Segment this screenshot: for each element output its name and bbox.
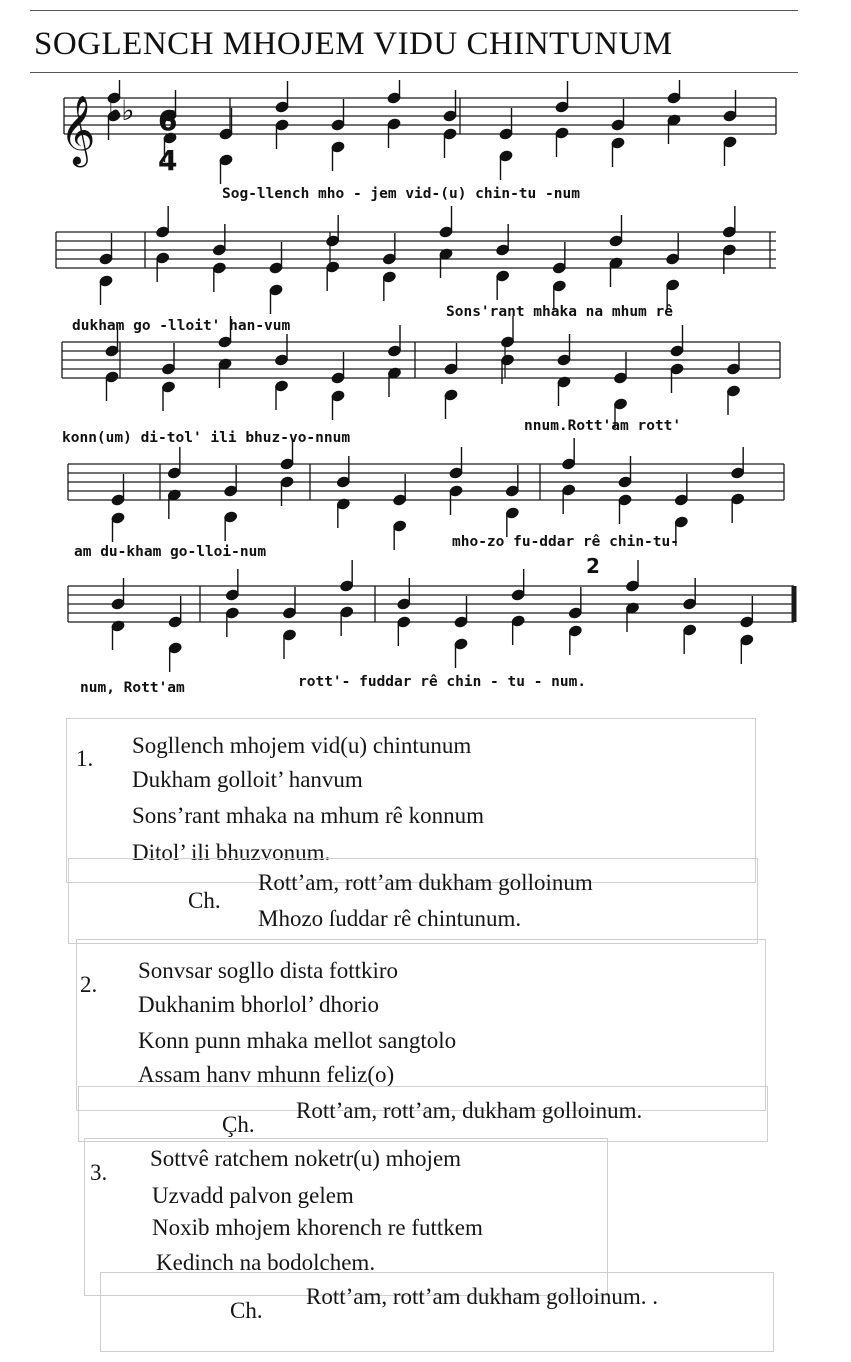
chorus-1-line-1: Rott’am, rott’am dukham golloinum [258,870,593,895]
verse-3-line-4: Kedinch na bodolchem. [156,1250,376,1275]
verse-1-line-2: Dukham golloit’ hanvum [132,767,363,792]
chorus-3-label: Ch. [230,1298,263,1323]
verse-1-line-4: Ditol’ ili bhuzvonum. [132,840,331,865]
verse-1-number: 1. [76,746,94,771]
key-flat-icon: ♭♭ [108,94,135,127]
verse-3-line-1: Sottvê ratchem noketr(u) mhojem [150,1146,462,1171]
lyric-line-2: dukham go -lloit' han-vum [72,318,291,334]
time-signature-bottom: 4 [158,144,178,177]
lyric-line-1: Sog-llench mho - jem vid-(u) chin-tu -num [222,186,580,202]
treble-clef-icon: 𝄞 [60,95,96,165]
sheet-music [0,80,851,700]
lyric-line-7: mho-zo fu-ddar rê chin-tu- [452,534,679,550]
ending-mark: 2 [586,554,600,578]
verse-1-line-1: Sogllench mhojem vid(u) chintunum [132,733,472,758]
verse-3-line-3: Noxib mhojem khorench re futtkem [152,1215,483,1240]
verse-2-number: 2. [80,972,98,997]
chorus-1-line-2: Mhozo ſuddar rê chintunum. [258,906,522,931]
verse-2-line-3: Konn punn mhaka mellot sangtolo [138,1028,457,1053]
lyric-line-8: num, Rott'am [80,680,185,696]
chorus-3-line-1: Rott’am, rott’am dukham golloinum. . [306,1284,658,1309]
title-top-rule [30,10,798,11]
verse-2-line-1: Sonvsar sogllo dista fottkiro [138,958,399,983]
title-bottom-rule [30,72,798,73]
verse-1-line-3: Sons’rant mhaka na mhum rê konnum [132,803,484,828]
verse-3-number: 3. [90,1160,108,1185]
lyric-line-6: am du-kham go-lloi-num [74,544,267,560]
chorus-1-label: Ch. [188,888,221,913]
lyric-line-9: rott'- fuddar rê chin - tu - num. [298,674,587,690]
lyric-line-3: Sons'rant mhaka na mhum rê [446,304,673,320]
chorus-2-line-1: Rott’am, rott’am, dukham golloinum. [296,1098,643,1123]
time-signature-top: 6 [158,104,178,137]
song-title: SOGLENCH MHOJEM VIDU CHINTUNUM [34,26,673,62]
verse-3-line-2: Uzvadd palvon gelem [152,1183,354,1208]
chorus-2-label: Çh. [222,1112,255,1137]
verse-2-line-2: Dukhanim bhorlol’ dhorio [138,992,380,1017]
lyric-line-5: nnum.Rott'am rott' [524,418,682,434]
verse-2-line-4: Assam hanv mhunn feliz(o) [138,1062,395,1087]
lyric-line-4: konn(um) di-tol' ili bhuz-vo-nnum [62,430,351,446]
